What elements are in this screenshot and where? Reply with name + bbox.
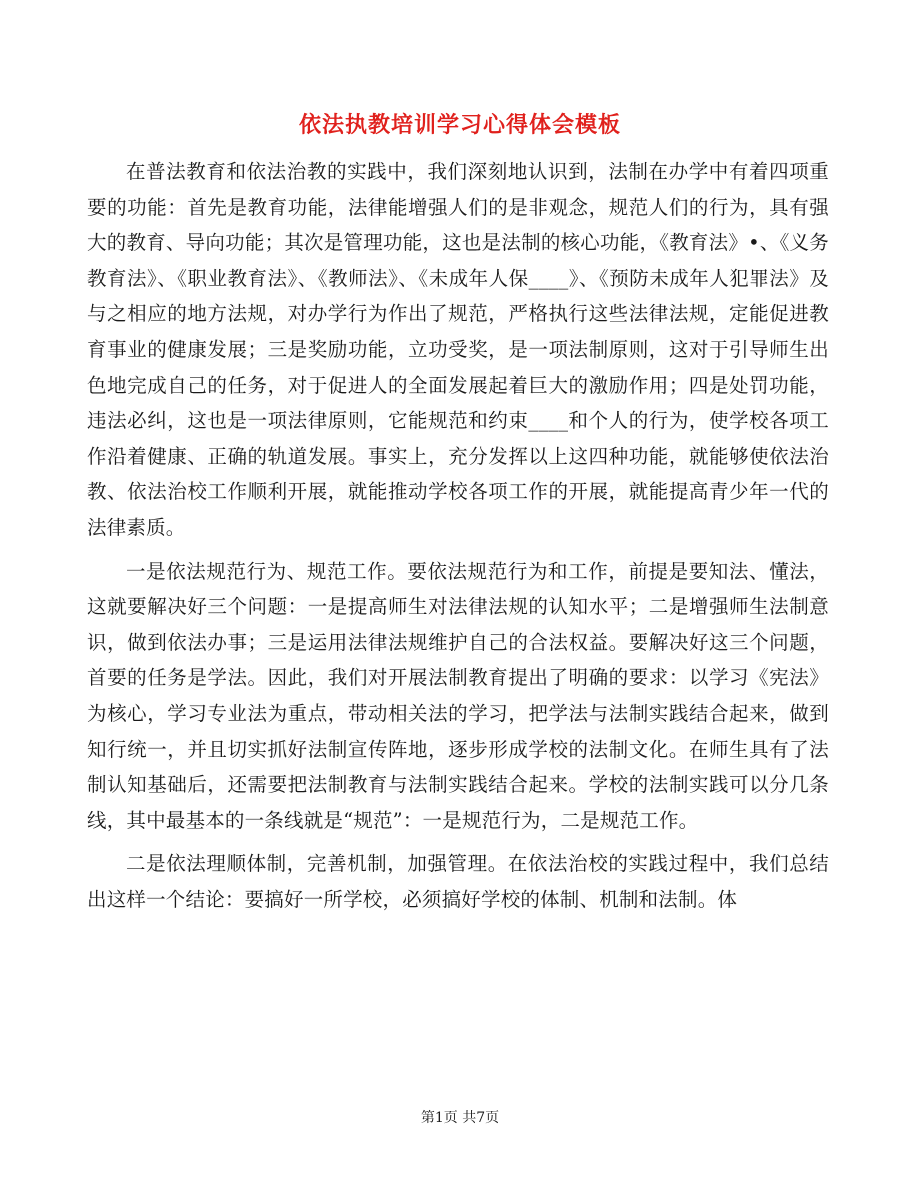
- document-title: 依法执教培训学习心得体会模板: [298, 112, 621, 138]
- body-paragraph: 二是依法理顺体制，完善机制，加强管理。在依法治校的实践过程中，我们总结出这样一个结论：要搞好一所学校，必须搞好学校的体制、机制和法制。体: [87, 852, 829, 911]
- page-number-footer: 第1页 共7页: [420, 1110, 500, 1126]
- document-body: [87, 154, 829, 917]
- body-paragraph: 在普法教育和依法治教的实践中，我们深刻地认识到，法制在办学中有着四项重要的功能：首先是教育功能，法律能增强人们的是非观念，规范人们的行为，具有强大的教育、导向功能；其次是管理功能，这也是法制的核心功能，《教育法》•、《义务教育法》、《职业教育法》、《教师法》、《未成年人保____》、《预防未成年人犯罪法》及与之相应的地方法规，对办学行为作出了规范，严格执行这些法律法规，定能促进教育事业的健康发展；三是奖励功能，立功受奖，是一项法制原则，这对于引导师生出色地完成自己的任务，对于促进人的全面发展起着巨大的激励作用；四是处罚功能，违法必纠，这也是一项法律原则，它能规范和约束____和个人的行为，使学校各项工作沿着健康、正确的轨道发展。事实上，充分发挥以上这四种功能，就能够使依法治教、依法治校工作顺利开展，就能推动学校各项工作的开展，就能提高青少年一代的法律素质。: [87, 160, 829, 539]
- body-paragraph: 一是依法规范行为、规范工作。要依法规范行为和工作，前提是要知法、懂法，这就要解决好三个问题：一是提高师生对法律法规的认知水平；二是增强师生法制意识，做到依法办事；三是运用法律法规维护自己的合法权益。要解决好这三个问题，首要的任务是学法。因此，我们对开展法制教育提出了明确的要求：以学习《宪法》为核心，学习专业法为重点，带动相关法的学习，把学法与法制实践结合起来，做到知行统一，并且切实抓好法制宣传阵地，逐步形成学校的法制文化。在师生具有了法制认知基础后，还需要把法制教育与法制实践结合起来。学校的法制实践可以分几条线，其中最基本的一条线就是“规范”：一是规范行为，二是规范工作。: [87, 559, 829, 832]
